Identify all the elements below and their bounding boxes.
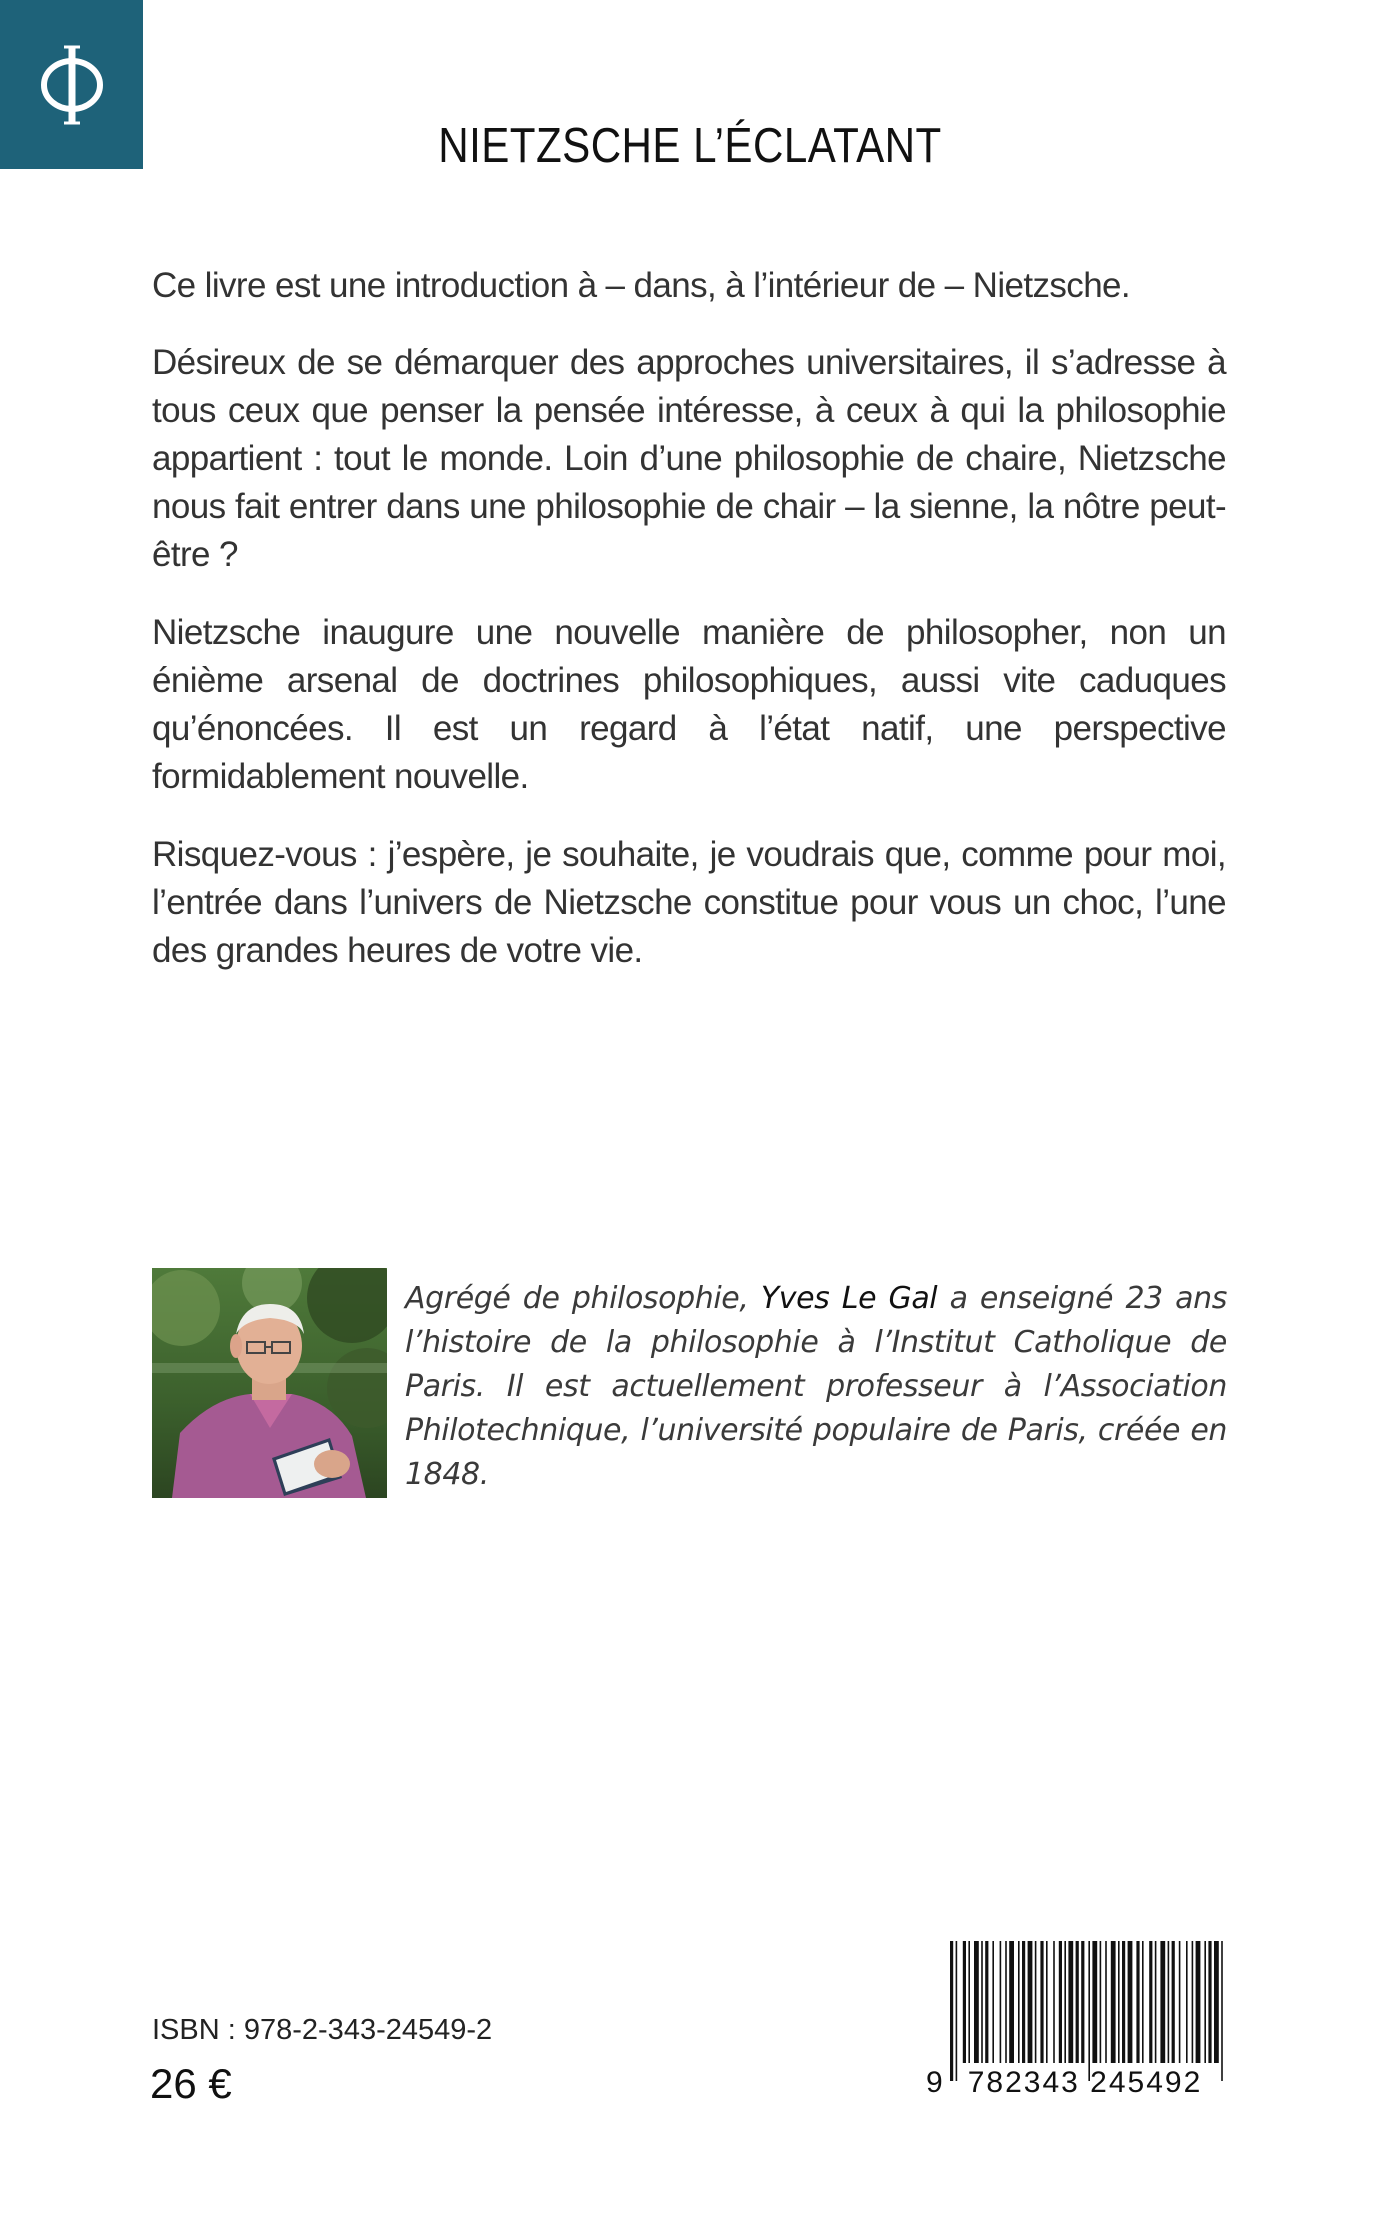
author-bio-rest: a enseigné 23 ans l’histoire de la philosophie à l’Institut Catholique de Paris. Il est actuellement professeur à l’Association Philotechnique, l’université populaire de Paris, créée en 1848.: [405, 1281, 1227, 1492]
back-cover-blurb: [152, 262, 1226, 1005]
barcode-bar: [1118, 1941, 1120, 2063]
barcode-bar: [1186, 1941, 1188, 2063]
barcode-bar: [1122, 1941, 1125, 2063]
barcode-bar: [1221, 1941, 1223, 2081]
barcode-bar: [1172, 1941, 1175, 2063]
barcode-bar: [985, 1941, 988, 2063]
barcode-bar: [950, 1941, 953, 2081]
author-photo: [152, 1268, 387, 1498]
barcode-bar: [1111, 1941, 1116, 2063]
barcode-bar: [1105, 1941, 1107, 2063]
barcode-bar: [1168, 1941, 1170, 2063]
barcode-bar: [1081, 1941, 1084, 2063]
price: 26 €: [150, 2060, 232, 2107]
barcode-bar: [1068, 1941, 1073, 2063]
barcode-bar: [1142, 1941, 1144, 2063]
barcode-bar: [1100, 1941, 1102, 2063]
barcode-bar: [1179, 1941, 1181, 2063]
barcode-bar: [1076, 1941, 1079, 2063]
barcode-bar: [981, 1941, 983, 2063]
barcode-bar: [1064, 1941, 1066, 2063]
isbn-number: ISBN : 978-2-343-24549-2: [152, 2014, 493, 2046]
barcode-bar: [1046, 1941, 1048, 2063]
phi-icon: [33, 37, 111, 133]
author-bio: [405, 1277, 1227, 1497]
barcode-lead-digit: 9: [926, 2066, 945, 2099]
barcode-bar: [1155, 1941, 1157, 2063]
barcode-bar: [1204, 1941, 1206, 2063]
barcode-bar: [1005, 1941, 1007, 2063]
blurb-paragraph: Désireux de se démarquer des approches universitaires, il s’adresse à tous ceux que penser la pensée intéresse, à ceux à qui la philosophie appartient : tout le monde. Loin d’une philosophie de chaire, Nietzsche nous fait entrer dans une philosophie de chair – la sienne, la nôtre peut-être ?: [152, 343, 1226, 574]
barcode-bar: [1040, 1941, 1043, 2063]
blurb-paragraph: Risquez-vous : j’espère, je souhaite, je voudrais que, comme pour moi, l’entrée dans l’univers de Nietzsche constitue pour vous un choc, l’une des grandes heures de votre vie.: [152, 835, 1226, 970]
author-bio-intro: Agrégé de philosophie,: [405, 1281, 761, 1316]
barcode-bar: [1053, 1941, 1055, 2063]
barcode-digits: [926, 2066, 1230, 2100]
barcode-bar: [1028, 1941, 1033, 2063]
barcode-bar: [1160, 1941, 1165, 2063]
barcode-bar: [1128, 1941, 1133, 2063]
barcode-number: 782343 245492: [967, 2066, 1203, 2099]
barcode-bar: [1196, 1941, 1201, 2063]
barcode-bar: [1208, 1941, 1211, 2063]
barcode-bar: [1035, 1941, 1037, 2063]
barcode-bar: [1022, 1941, 1025, 2063]
barcode-bar: [1009, 1941, 1014, 2063]
barcode-bar: [1018, 1941, 1020, 2063]
barcode-bar: [992, 1941, 994, 2063]
barcode-bar: [1059, 1941, 1062, 2063]
author-name: Yves Le Gal: [760, 1281, 938, 1316]
publisher-logo: [0, 0, 143, 169]
barcode-bar: [974, 1941, 979, 2063]
barcode-bar: [1136, 1941, 1139, 2063]
blurb-paragraph: Ce livre est une introduction à – dans, à l’intérieur de – Nietzsche.: [152, 266, 1131, 305]
blurb-paragraph: Nietzsche inaugure une nouvelle manière de philosopher, non un énième arsenal de doctrines philosophiques, aussi vite caduques qu’énoncées. Il est un regard à l’état natif, une perspective formidablement nouvelle.: [152, 613, 1226, 796]
barcode-bar: [1149, 1941, 1152, 2063]
barcode-bar: [1000, 1941, 1002, 2063]
barcode-bar: [963, 1941, 966, 2063]
barcode-bar: [968, 1941, 970, 2063]
barcode-bar: [1092, 1941, 1097, 2063]
book-title: NIETZSCHE L’ÉCLATANT: [438, 119, 942, 173]
barcode-bar: [1192, 1941, 1194, 2063]
barcode-bar: [956, 1941, 958, 2081]
barcode-bar: [1214, 1941, 1219, 2063]
barcode-bar: [1088, 1941, 1090, 2081]
